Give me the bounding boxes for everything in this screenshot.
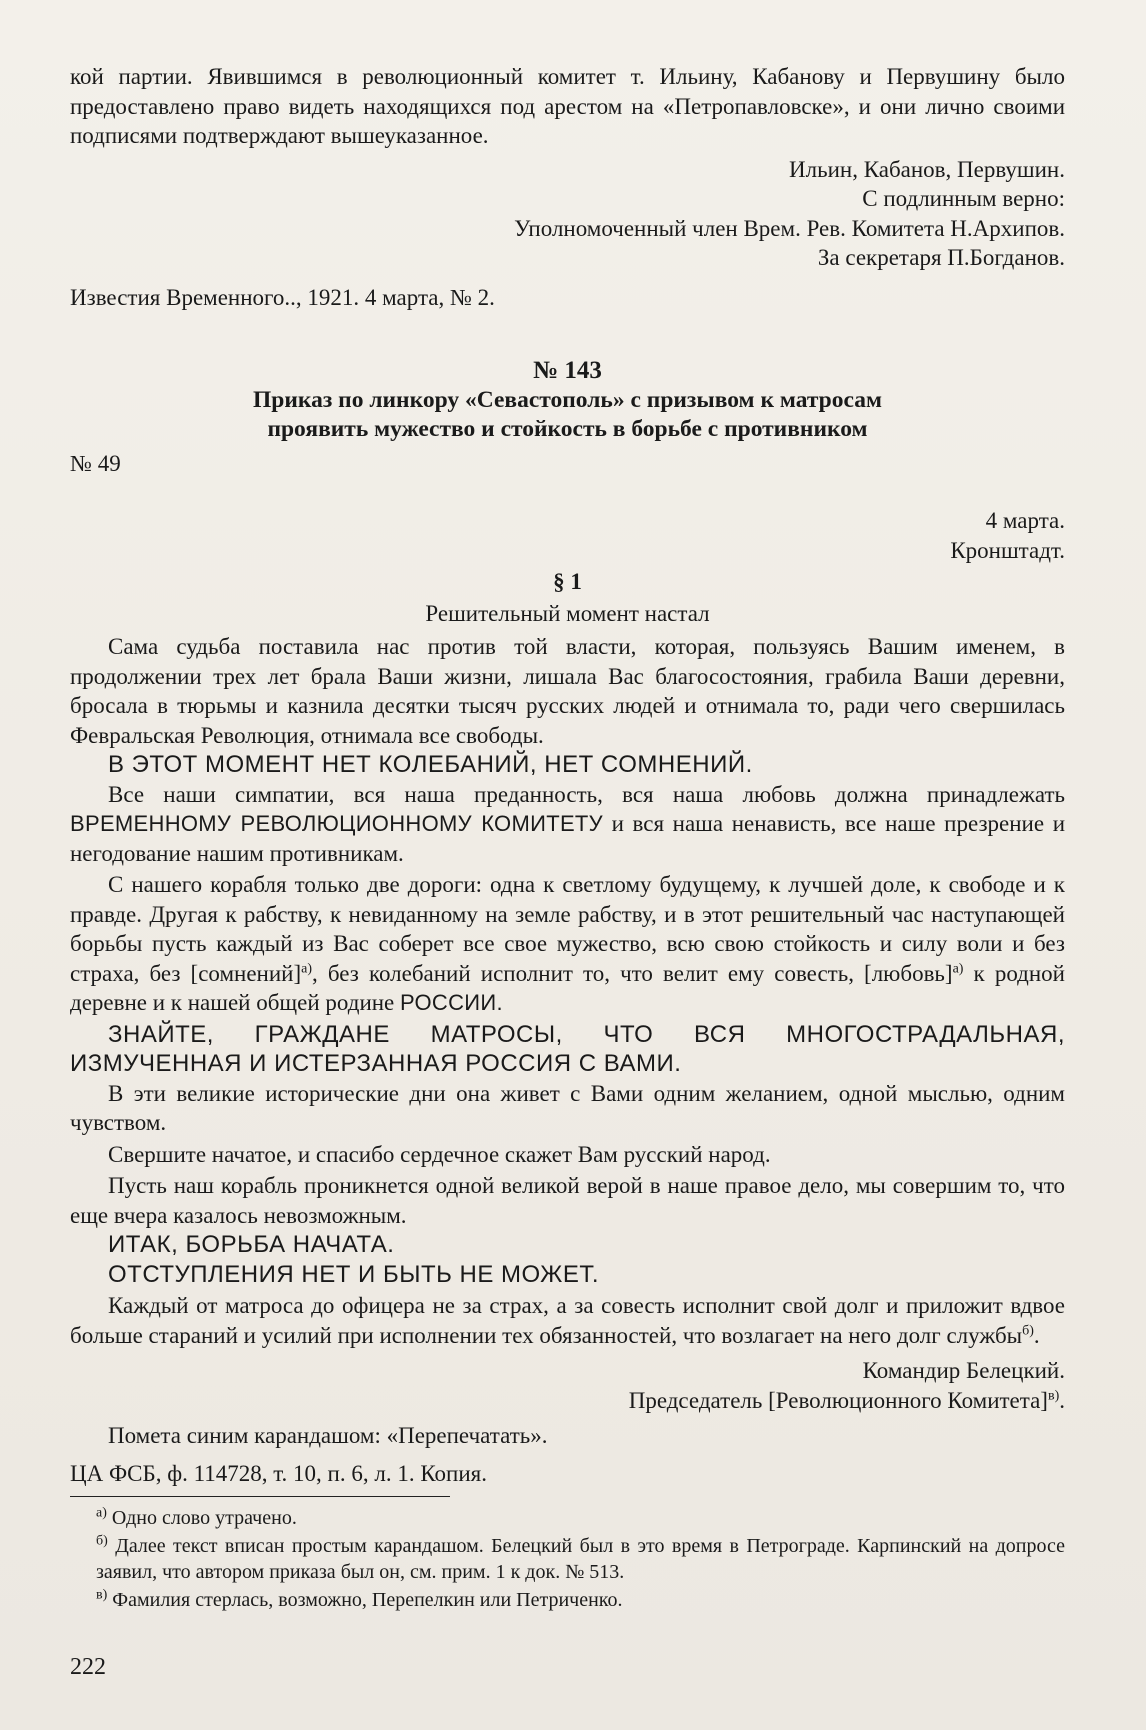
caps-line-3: ИТАК, БОРЬБА НАЧАТА. [108,1231,395,1258]
footnote-b-mark: б) [96,1533,108,1549]
footnote-b-text: Далее текст вписан простым карандашом. Белецкий был в это время в Петрограде. Карпинский на допросе заявил, что автором приказа был он, см. прим. 1 к док. № 513. [96,1535,1065,1583]
page-number: 222 [70,1654,106,1680]
archive-reference: ЦА ФСБ, ф. 114728, т. 10, п. 6, л. 1. Копия. [70,1460,487,1486]
chairman-text: Председатель [Революционного Комитета] [628,1387,1048,1413]
order-place: Кронштадт. [950,537,1065,563]
footnote-divider [70,1496,450,1497]
document-number: № 143 [533,357,602,384]
paragraph-1: Сама судьба поставила нас против той власти, которая, пользуясь Вашим именем, в продолжении трех лет брала Ваши жизни, лишала Вас благосостояния, грабила Ваши деревни, бросала в тюрьмы и казнила десятки тысяч русских людей и отнимала то, ради чего свершилась Февральская Революция, отнимала все свободы. [70,634,1065,748]
top-paragraph: кой партии. Явившимся в революционный комитет т. Ильину, Кабанову и Первушину было предоставлено право видеть находящихся под арестом на «Петропавловске», и они лично своими подписями подтверждают вышеуказанное. [70,64,1065,148]
caps-line-2: ЗНАЙТЕ, ГРАЖДАНЕ МАТРОСЫ, ЧТО ВСЯ МНОГОСТРАДАЛЬНАЯ, ИЗМУЧЕННАЯ И ИСТЕРЗАННАЯ РОССИЯ С ВАМИ. [70,1020,1065,1077]
footnotes [70,1505,1065,1613]
paragraph-3-caps: РОССИИ. [400,990,503,1015]
footnote-ref-a: а) [301,960,313,976]
certified-line: С подлинным верно: [862,186,1065,211]
chairman-period: . [1059,1387,1065,1413]
paragraph-2 [70,780,1065,869]
section-sign: § 1 [553,569,582,594]
subtitle: Решительный момент настал [425,600,710,626]
footnote-a [70,1505,1065,1531]
paragraph-7-text: Каждый от матроса до офицера не за страх, а за совесть исполнит свой долг и приложит вдвое больше стараний и усилий при исполнении тех обязанностей, что возлагает на него долг службы [70,1293,1065,1348]
footnote-b [70,1533,1065,1585]
paragraph-7-period: . [1033,1322,1040,1348]
authorized-member: Уполномоченный член Врем. Рев. Комитета Н.Архипов. [514,215,1065,241]
chairman-signature [70,1386,1065,1416]
paragraph-5: Свершите начатое, и спасибо сердечное скажет Вам русский народ. [108,1141,771,1167]
paragraph-2-start: Все наши симпатии, вся наша преданность, вся наша любовь должна принадлежать [108,781,1065,807]
paragraph-3 [70,870,1065,1018]
document-body [70,62,1065,1683]
footnote-ref-a-2: а) [952,960,964,976]
paragraph-4: В эти великие исторические дни она живет с Вами одним желанием, одной мыслью, одним чувством. [70,1080,1065,1135]
caps-line-4: ОТСТУПЛЕНИЯ НЕТ И БЫТЬ НЕ МОЖЕТ. [108,1260,599,1288]
footnote-ref-v: в) [1047,1387,1060,1403]
footnote-v-mark: в) [96,1587,108,1603]
footnote-v [70,1587,1065,1613]
signers: Ильин, Кабанов, Первушин. [789,156,1065,182]
caps-line-1: В ЭТОТ МОМЕНТ НЕТ КОЛЕБАНИЙ, НЕТ СОМНЕНИЙ. [108,751,753,778]
paragraph-2-caps: ВРЕМЕННОМУ РЕВОЛЮЦИОННОМУ КОМИТЕТУ [70,811,603,836]
paragraph-7 [70,1291,1065,1350]
order-date: 4 марта. [985,508,1065,533]
footnote-v-text: Фамилия стерлась, возможно, Перепелкин или Петриченко. [112,1589,623,1611]
paragraph-2-end: и вся наша ненависть, все наше презрение и негодование нашим противникам. [70,811,1065,866]
footnote-a-text: Одно слово утрачено. [111,1507,297,1529]
secretary-line: За секретаря П.Богданов. [817,245,1065,270]
paragraph-3-end: к родной деревне и к нашей общей родине [70,960,1065,1015]
footnote-a-mark: а) [96,1505,107,1521]
paragraph-6: Пусть наш корабль проникнется одной великой верой в наше правое дело, мы совершим то, что еще вчера казалось невозможным. [70,1173,1065,1228]
paragraph-3-start: С нашего корабля только две дороги: одна к светлому будущему, к лучшей доле, к свободе и к правде. Другая к рабству, к невиданному на земле рабству, и в этот решительный час наступающей борьбы пусть каждый из Вас соберет все свое мужество, всю свою стойкость и силу воли и без страха, без [сомнений] [70,872,1065,986]
document-title-line-1: Приказ по линкору «Севастополь» с призывом к матросам [253,386,882,413]
pencil-note: Помета синим карандашом: «Перепечатать». [108,1423,548,1448]
document-title-line-2: проявить мужество и стойкость в борьбе с противником [267,416,868,442]
source-line: Известия Временного.., 1921. 4 марта, № 2. [70,284,495,310]
footnote-ref-b: б) [1022,1322,1034,1338]
paragraph-3-mid: , без колебаний исполнит то, что велит ему совесть, [любовь] [312,960,953,986]
order-number: № 49 [70,450,121,476]
commander-signature: Командир Белецкий. [862,1358,1065,1383]
